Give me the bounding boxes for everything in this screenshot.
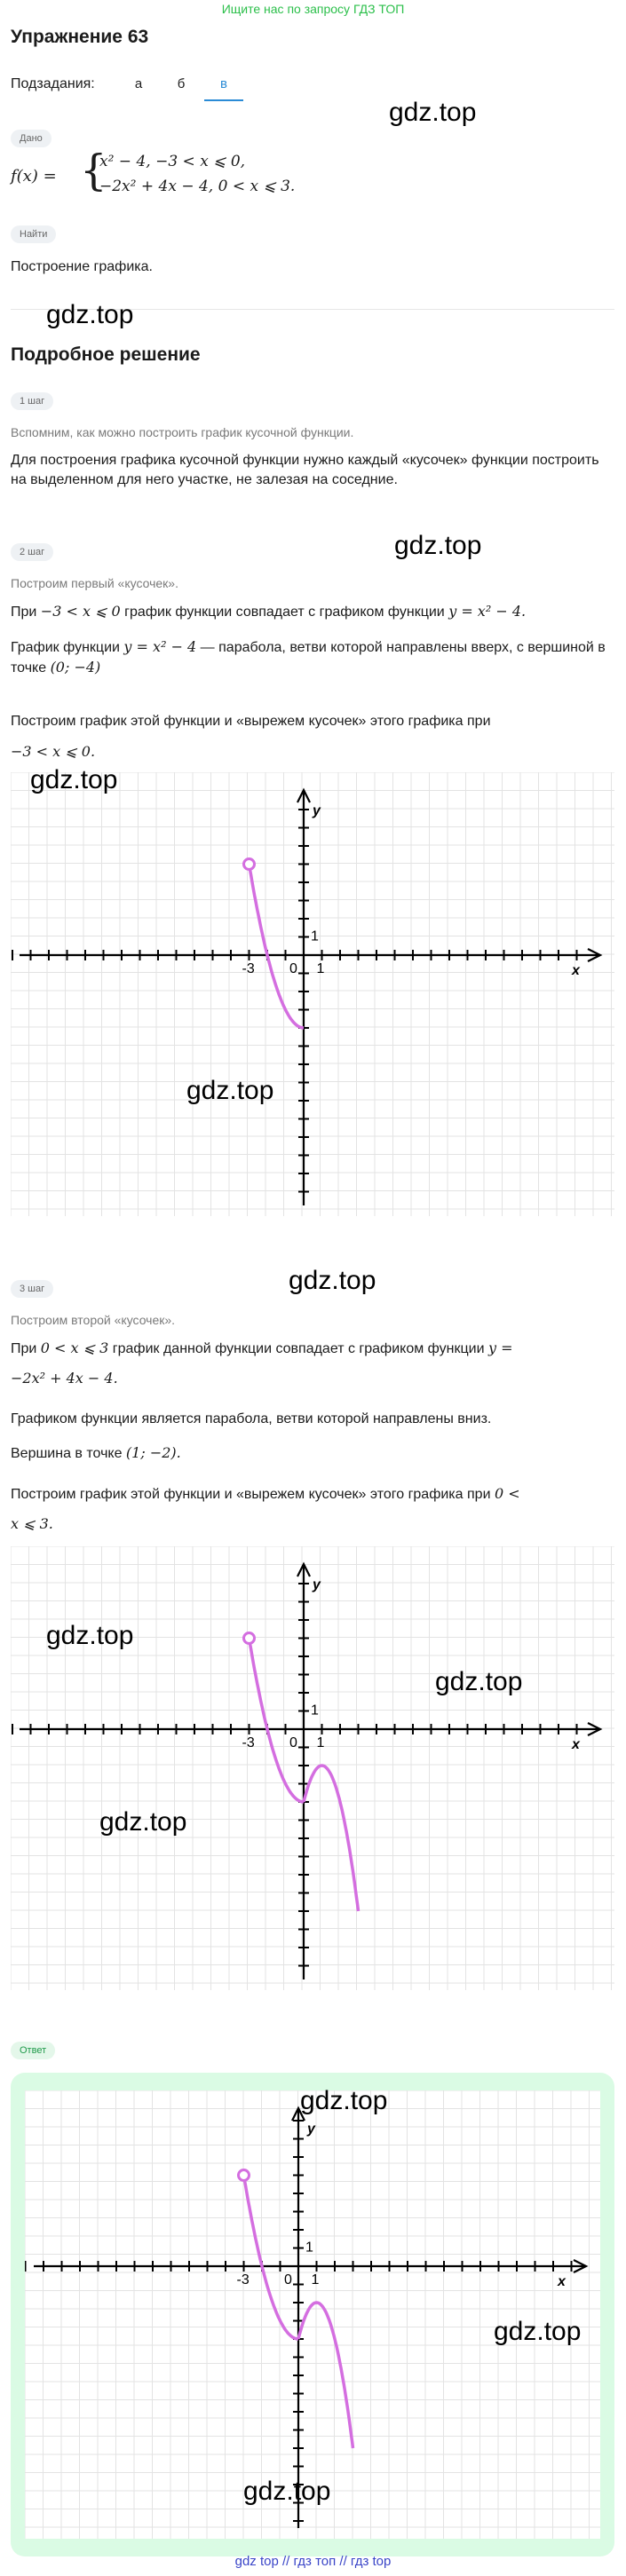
brace: { — [80, 146, 107, 195]
origin-label: 0 — [289, 1735, 297, 1750]
step-3-paragraph-1: При 0 < x ⩽ 3 график данной функции совпадает с графиком функции y = — [11, 1339, 513, 1356]
open-point — [239, 2170, 250, 2181]
step-2-paragraph-3: Построим график этой функции и «вырежем кусочек» этого графика при — [11, 714, 491, 729]
x-tick-label-minus3: -3 — [242, 961, 255, 976]
grid — [25, 2090, 600, 2539]
step-3-interval: x ⩽ 3. — [11, 1515, 53, 1532]
graph-3-svg — [25, 2090, 600, 2539]
y-axis-label: y — [313, 1577, 321, 1592]
watermark: gdz.top — [435, 1667, 523, 1696]
step-3-function: −2x² + 4x − 4. — [11, 1370, 118, 1387]
curve-piece-2 — [304, 1766, 359, 1911]
subtask-tab-b[interactable]: б — [177, 76, 186, 91]
graph-3 — [25, 2090, 600, 2539]
watermark: gdz.top — [186, 1076, 274, 1105]
find-tag: Найти — [11, 225, 56, 243]
watermark: gdz.top — [494, 2317, 582, 2346]
watermark: gdz.top — [394, 531, 482, 560]
curve-piece-1 — [250, 865, 305, 1029]
watermark: gdz.top — [30, 765, 118, 794]
y-axis-label: y — [313, 803, 321, 818]
active-tab-indicator — [204, 99, 243, 101]
curve-piece-1 — [250, 1639, 305, 1803]
answer-tag: Ответ — [11, 2042, 55, 2059]
origin-label: 0 — [289, 961, 297, 976]
solution-title: Подробное решение — [11, 344, 201, 365]
step-1-tag: 1 шаг — [11, 392, 53, 410]
x-axis-label: x — [572, 963, 580, 978]
x-tick-label-minus3: -3 — [236, 2272, 250, 2288]
watermark: gdz.top — [300, 2086, 388, 2115]
watermark: gdz.top — [46, 1621, 134, 1650]
promo-banner[interactable]: Ищите нас по запросу ГДЗ ТОП — [221, 2, 405, 16]
given-line-2: −2x² + 4x − 4, 0 < x ⩽ 3. — [99, 178, 296, 195]
find-text: Построение графика. — [11, 259, 153, 274]
graph-2 — [11, 1546, 614, 1990]
grid — [11, 1546, 614, 1990]
open-point — [244, 859, 255, 870]
x-tick-label-minus3: -3 — [242, 1735, 255, 1750]
y-tick-label-1: 1 — [311, 1703, 319, 1719]
x-tick-label-1: 1 — [316, 1735, 325, 1750]
page-title: Упражнение 63 — [11, 27, 149, 47]
function-name: f(x) = — [11, 167, 57, 186]
given-line-1: x² − 4, −3 < x ⩽ 0, — [99, 153, 246, 170]
x-axis-label: x — [572, 1737, 580, 1752]
grid — [11, 772, 614, 1216]
subtasks-label: Подзадания: — [11, 76, 95, 91]
graph-1 — [11, 772, 614, 1216]
step-3-tag: 3 шаг — [11, 1280, 53, 1298]
watermark: gdz.top — [99, 1807, 187, 1837]
step-3-paragraph-2: Графиком функции является парабола, ветви которой направлены вниз. — [11, 1411, 492, 1426]
step-2-paragraph-2: График функции y = x² − 4 — парабола, ветви которой направлены вверх, с вершиной в точке (0; −4) — [11, 638, 606, 676]
x-axis-label: x — [558, 2274, 566, 2289]
y-axis-label: y — [307, 2122, 315, 2137]
x-tick-label-1: 1 — [316, 961, 325, 976]
step-2-paragraph-1: При −3 < x ⩽ 0 график функции совпадает с графиком функции y = x² − 4. — [11, 603, 527, 620]
step-2-interval: −3 < x ⩽ 0. — [11, 743, 96, 760]
subtask-tab-v[interactable]: в — [220, 76, 227, 91]
step-2-tag: 2 шаг — [11, 543, 53, 561]
step-3-hint: Построим второй «кусочек». — [11, 1313, 176, 1327]
step-2-hint: Построим первый «кусочек». — [11, 576, 178, 590]
subtask-tab-a[interactable]: а — [134, 76, 143, 91]
y-tick-label-1: 1 — [305, 2240, 313, 2256]
step-1-text: Для построения графика кусочной функции нужно каждый «кусочек» функции построить на выделенном для него участке, не залезая на соседние. — [11, 453, 599, 487]
graph-1-svg — [11, 772, 614, 1216]
open-point — [244, 1633, 255, 1644]
curve-piece-2 — [298, 2303, 353, 2448]
watermark: gdz.top — [46, 300, 134, 329]
x-tick-label-1: 1 — [311, 2272, 320, 2288]
y-tick-label-1: 1 — [311, 928, 319, 944]
watermark: gdz.top — [389, 98, 477, 127]
step-1-hint: Вспомним, как можно построить график кусочной функции. — [11, 425, 354, 439]
footer-links[interactable]: gdz top // гдз топ // гдз top — [234, 2554, 392, 2569]
given-tag: Дано — [11, 130, 52, 147]
step-3-paragraph-4: Построим график этой функции и «вырежем кусочек» этого графика при 0 < — [11, 1485, 520, 1502]
step-3-paragraph-3: Вершина в точке (1; −2). — [11, 1444, 181, 1461]
watermark: gdz.top — [289, 1266, 376, 1295]
origin-label: 0 — [284, 2272, 292, 2288]
graph-2-svg — [11, 1546, 614, 1990]
watermark: gdz.top — [243, 2477, 331, 2506]
